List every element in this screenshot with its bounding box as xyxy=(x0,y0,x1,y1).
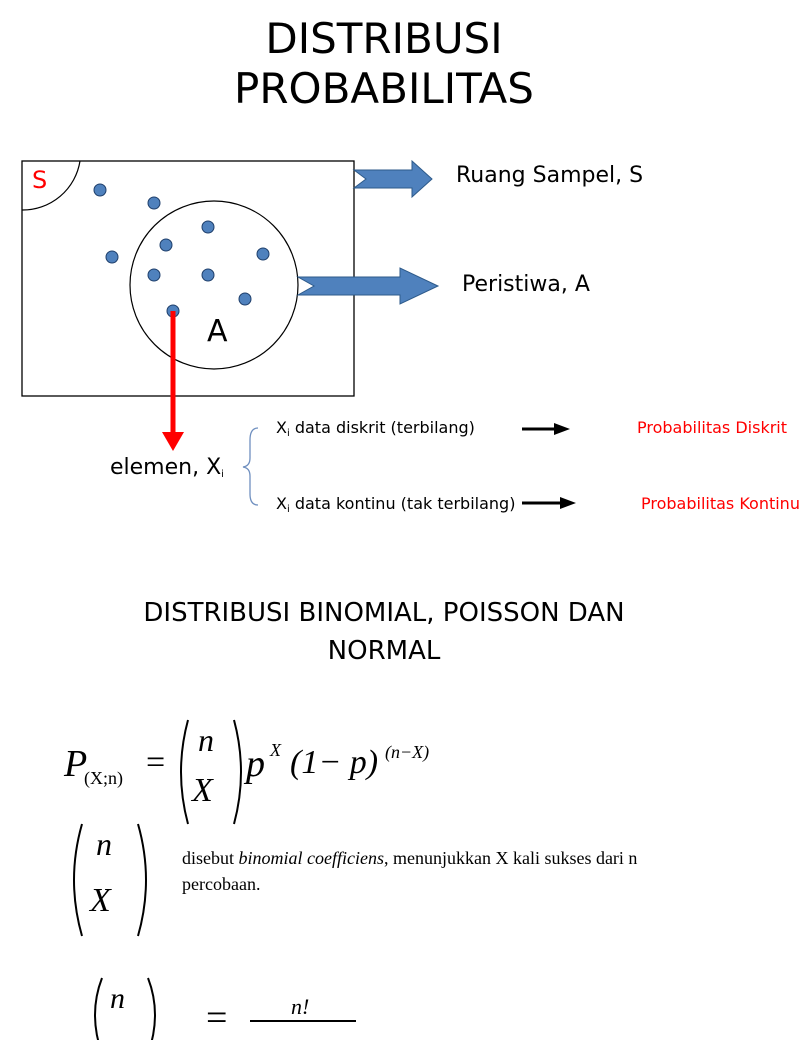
note-post: , menunjukkan X kali sukses dari n xyxy=(383,848,638,868)
formula-equals: = xyxy=(146,744,166,781)
note-binom-X: X xyxy=(90,882,111,919)
curly-brace xyxy=(243,428,258,505)
continuous-result: Probabilitas Kontinu xyxy=(641,494,800,513)
note-pre: disebut xyxy=(182,848,239,868)
factorial-equals: = xyxy=(206,997,228,1039)
formula-p: p xyxy=(246,743,265,785)
sample-space-arrow xyxy=(354,161,432,197)
discrete-text: data diskrit (terbilang) xyxy=(289,418,475,437)
title-line-1: DISTRIBUSI xyxy=(265,14,503,63)
binom-n: n xyxy=(198,722,214,758)
factorial-fraction-bar xyxy=(250,1020,356,1022)
continuous-var: X xyxy=(276,494,287,513)
binom-note-line-1 xyxy=(182,845,752,871)
event-caption: Peristiwa, A xyxy=(462,272,590,297)
sample-point xyxy=(148,269,160,281)
title-line-2: PROBABILITAS xyxy=(234,64,534,113)
sample-space-label: S xyxy=(32,166,48,194)
continuous-sub: i xyxy=(286,504,290,515)
sample-point xyxy=(148,197,160,209)
element-caption xyxy=(110,455,224,480)
element-label-text: elemen, X xyxy=(110,455,222,480)
sample-point xyxy=(239,293,251,305)
factorial-numerator: n! xyxy=(291,994,310,1019)
binom-X: X xyxy=(192,772,213,809)
sample-point xyxy=(106,251,118,263)
sample-point xyxy=(202,269,214,281)
note-emphasis: binomial coefficiens xyxy=(238,848,384,868)
sample-point xyxy=(202,221,214,233)
sample-space-caption: Ruang Sampel, S xyxy=(456,163,644,188)
continuous-arrow-head xyxy=(560,497,576,509)
binom-parens-factorial xyxy=(86,974,166,1034)
discrete-var: X xyxy=(276,418,287,437)
sample-point xyxy=(257,248,269,260)
discrete-arrow-head xyxy=(554,423,570,435)
binom-note-line-2: percobaan. xyxy=(182,874,261,894)
factorial-binom-n: n xyxy=(110,982,125,1015)
binom-note-text xyxy=(182,845,752,897)
section-title-line-1: DISTRIBUSI BINOMIAL, POISSON DAN xyxy=(143,598,625,628)
element-subscript: i xyxy=(221,469,224,480)
section-title xyxy=(0,594,768,670)
formula-p-exponent: X xyxy=(270,740,281,760)
discrete-sub: i xyxy=(286,428,290,439)
venn-diagram xyxy=(0,0,768,470)
formula-P-subscript: (X;n) xyxy=(84,768,123,788)
event-label: A xyxy=(207,314,228,349)
continuous-row xyxy=(276,494,515,515)
sample-point xyxy=(160,239,172,251)
discrete-result: Probabilitas Diskrit xyxy=(637,418,787,437)
element-arrow-head xyxy=(162,432,184,451)
continuous-text: data kontinu (tak terbilang) xyxy=(289,494,516,513)
note-binom-n: n xyxy=(96,826,112,862)
discrete-row xyxy=(276,418,475,439)
formula-P: P xyxy=(64,743,88,785)
section-title-line-2: NORMAL xyxy=(327,636,441,666)
formula-paren-term: (1− p) xyxy=(290,744,379,781)
sample-point xyxy=(94,184,106,196)
formula-paren-exponent: (n−X) xyxy=(385,742,430,762)
